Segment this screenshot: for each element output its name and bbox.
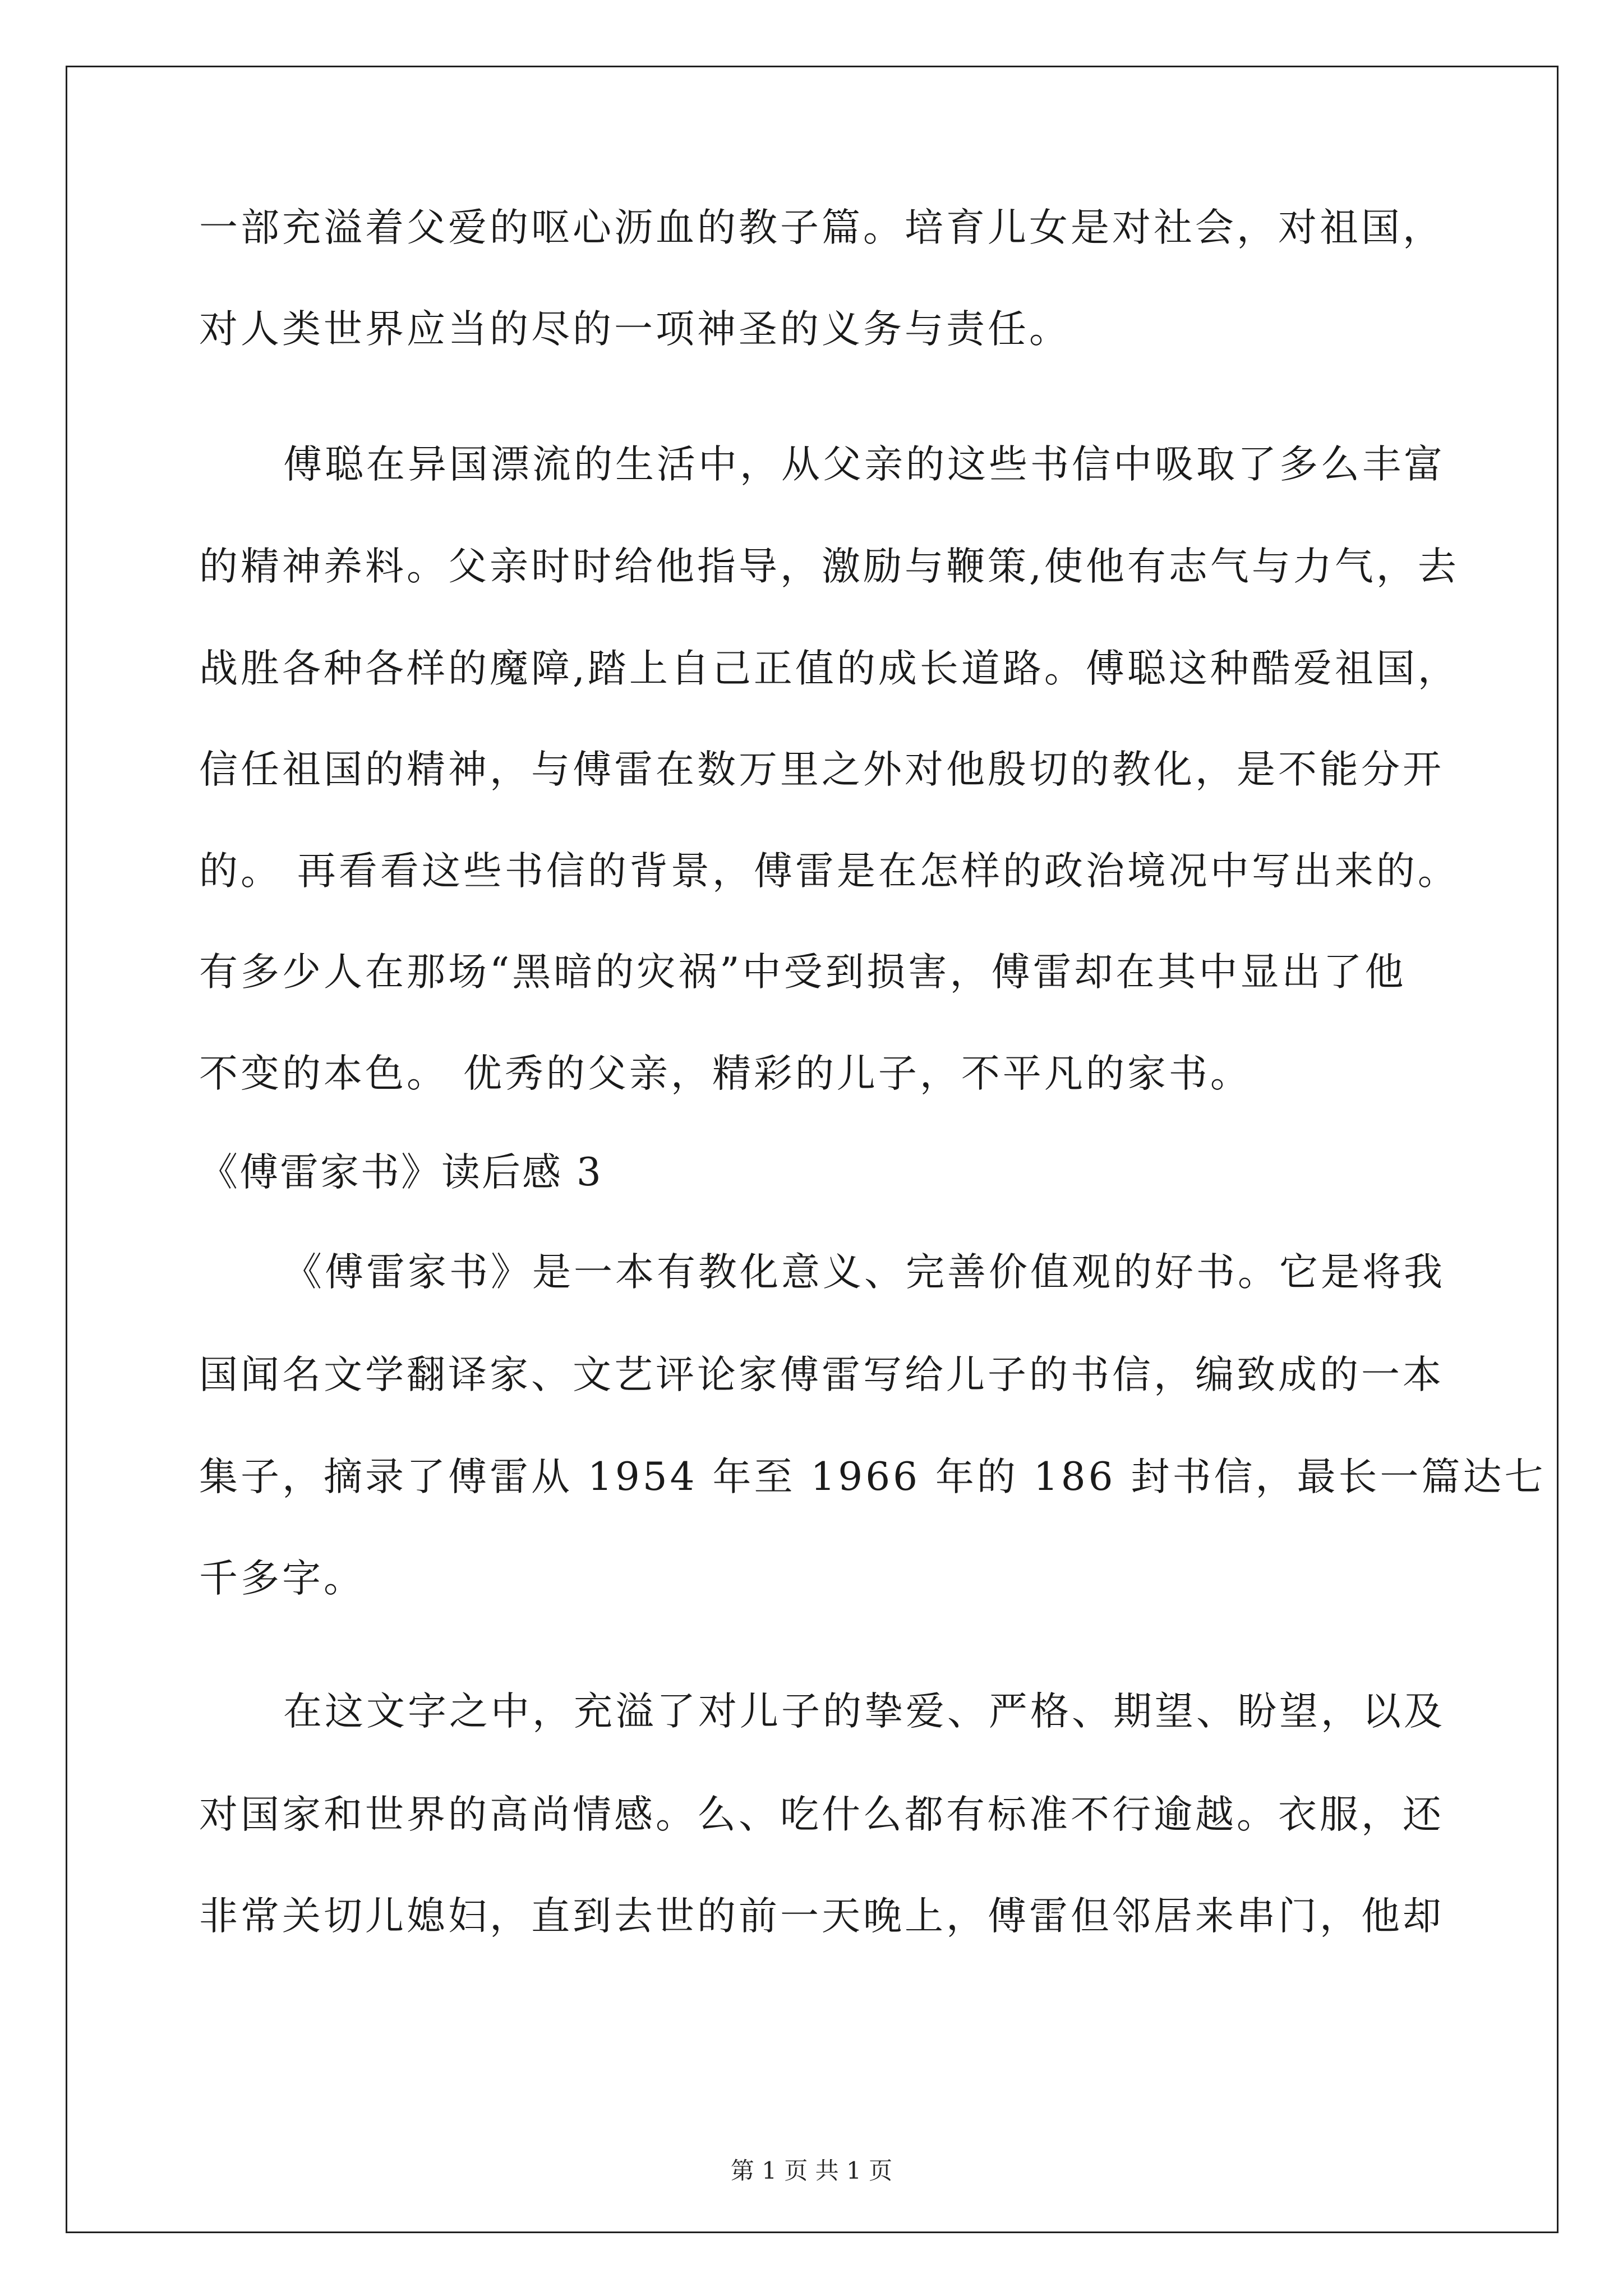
text-line: 对国家和世界的高尚情感。么、吃什么都有标准不行逾越。衣服，还 (199, 1792, 1444, 1837)
text-line: 非常关切儿媳妇，直到去世的前一天晚上，傅雷但邻居来串门，他却 (199, 1894, 1444, 1939)
text-line: 对人类世界应当的尽的一项神圣的义务与责任。 (199, 307, 1071, 352)
text-line: 的。 再看看这些书信的背景，傅雷是在怎样的政治境况中写出来的。 (199, 849, 1459, 894)
text-line: 集子，摘录了傅雷从 1954 年至 1966 年的 186 封书信，最长一篇达七 (199, 1455, 1546, 1499)
text-line: 一部充溢着父爱的呕心沥血的教子篇。培育儿女是对社会，对祖国， (199, 205, 1444, 250)
section-heading: 《傅雷家书》读后感 3 (199, 1150, 603, 1195)
paragraph-first-line: 《傅雷家书》是一本有教化意义、完善价值观的好书。它是将我 (283, 1250, 1445, 1295)
text-line: 战胜各种各样的魔障,踏上自己正值的成长道路。傅聪这种酷爱祖国， (199, 646, 1459, 691)
text-line: 的精神养料。父亲时时给他指导，激励与鞭策,使他有志气与力气，去 (199, 544, 1459, 589)
paragraph-first-line: 傅聪在异国漂流的生活中，从父亲的这些书信中吸取了多么丰富 (283, 442, 1445, 487)
text-line: 不变的本色。 优秀的父亲，精彩的儿子，不平凡的家书。 (199, 1051, 1252, 1096)
page-footer: 第 1 页 共 1 页 (730, 2157, 893, 2184)
paragraph-first-line: 在这文字之中，充溢了对儿子的挚爱、严格、期望、盼望，以及 (283, 1689, 1445, 1734)
text-line: 有多少人在那场“黑暗的灾祸”中受到损害，傅雷却在其中显出了他 (199, 950, 1407, 995)
text-line: 国闻名文学翻译家、文艺评论家傅雷写给儿子的书信，编致成的一本 (199, 1352, 1444, 1397)
text-line: 千多字。 (199, 1556, 365, 1601)
text-line: 信任祖国的精神，与傅雷在数万里之外对他殷切的教化，是不能分开 (199, 747, 1444, 792)
